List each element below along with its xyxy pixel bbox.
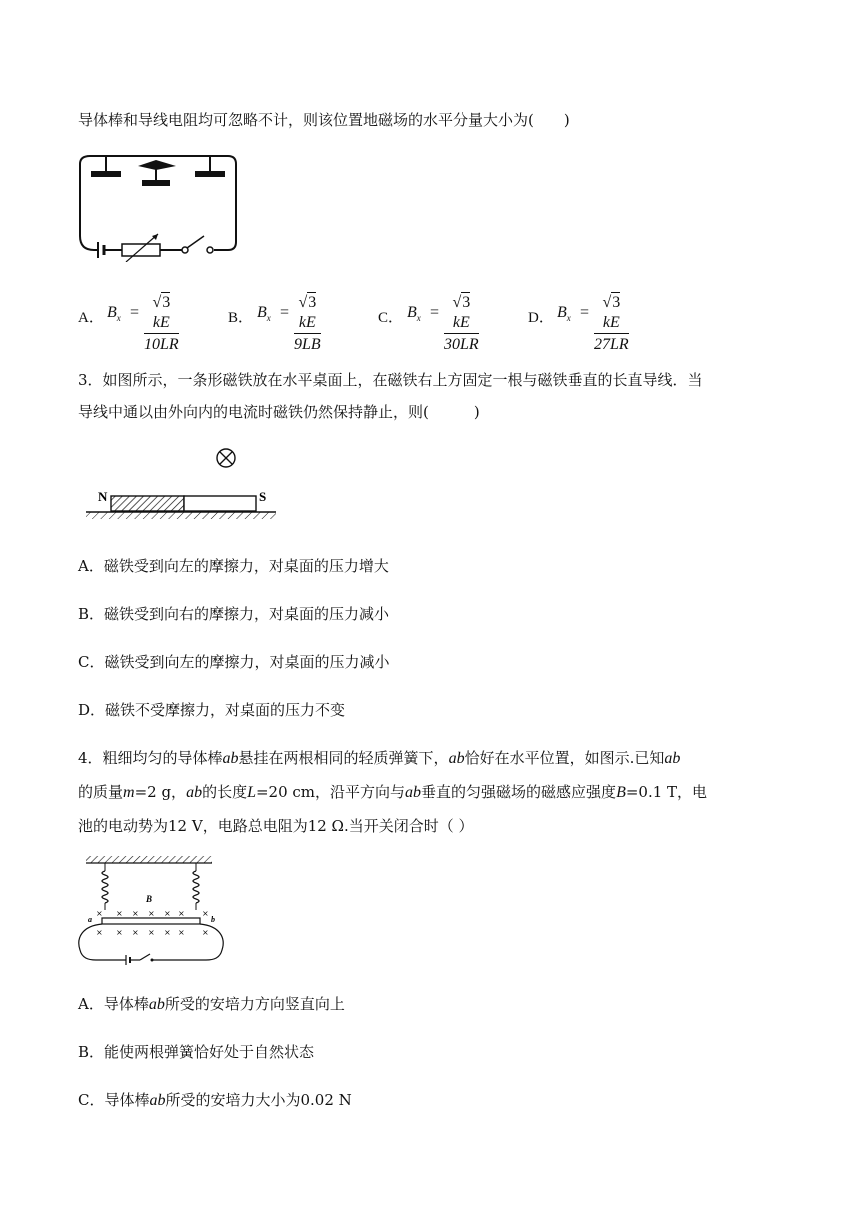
svg-text:×: × <box>164 909 171 918</box>
question-4-option-c[interactable]: C．导体棒ab所受的安培力大小为0.02 N <box>78 1091 352 1109</box>
svg-text:×: × <box>96 909 103 918</box>
fraction: $\frac{√3kE}{10LR}$ <box>144 294 179 353</box>
svg-text:×: × <box>96 928 103 937</box>
svg-text:×: × <box>148 909 155 918</box>
svg-text:×: × <box>116 909 123 918</box>
question-4-line-3: 池的电动势为12 V，电路总电阻为12 Ω.当开关闭合时（ ） <box>78 817 474 835</box>
fraction: $\frac{√3kE}{30LR}$ <box>444 294 479 353</box>
circuit-figure <box>76 150 242 262</box>
equals-sign: = <box>580 304 590 321</box>
question-3-option-c[interactable]: C．磁铁受到向左的摩擦力，对桌面的压力减小 <box>78 653 390 671</box>
svg-text:×: × <box>148 928 155 937</box>
svg-text:×: × <box>202 928 209 937</box>
b-symbol: $B_x$ <box>407 304 421 324</box>
b-symbol: $B_x$ <box>557 304 571 324</box>
equals-sign: = <box>430 304 440 321</box>
equals-sign: = <box>280 304 290 321</box>
question-4-line-1: 4．粗细均匀的导体棒ab悬挂在两根相同的轻质弹簧下，ab恰好在水平位置，如图示.已知ab <box>78 749 681 767</box>
question-4-option-a[interactable]: A．导体棒ab所受的安培力方向竖直向上 <box>78 995 345 1013</box>
svg-text:×: × <box>132 909 139 918</box>
b-end-label: b <box>211 915 215 924</box>
svg-text:×: × <box>164 928 171 937</box>
option-label: C． <box>378 310 404 326</box>
b-symbol: $B_x$ <box>257 304 271 324</box>
svg-text:×: × <box>132 928 139 937</box>
option-label: D． <box>528 310 554 326</box>
question-3-option-d[interactable]: D．磁铁不受摩擦力，对桌面的压力不变 <box>78 701 346 719</box>
b-symbol: $B_x$ <box>107 304 121 324</box>
question-3-line-1: 3．如图所示，一条形磁铁放在水平桌面上，在磁铁右上方固定一根与磁铁垂直的长直导线．当 <box>78 371 703 389</box>
north-label: N <box>98 489 108 504</box>
question-2-tail: 导体棒和导线电阻均可忽略不计，则该位置地磁场的水平分量大小为( ) <box>78 111 570 129</box>
question-3-option-a[interactable]: A．磁铁受到向左的摩擦力，对桌面的压力增大 <box>78 557 389 575</box>
question-4-option-b[interactable]: B．能使两根弹簧恰好处于自然状态 <box>78 1043 315 1061</box>
svg-text:×: × <box>178 928 185 937</box>
equals-sign: = <box>130 304 140 321</box>
question-4-line-2: 的质量m=2 g，ab的长度L=20 cm，沿平方向与ab垂直的匀强磁场的磁感应强度B=0.1 T，电 <box>78 783 708 801</box>
fraction: $\frac{√3kE}{27LR}$ <box>594 294 629 353</box>
a-end-label: a <box>88 915 92 924</box>
question-3-line-2: 导线中通以由外向内的电流时磁铁仍然保持静止，则( ) <box>78 403 480 421</box>
svg-text:×: × <box>202 909 209 918</box>
fraction: $\frac{√3kE}{9LB}$ <box>294 294 321 353</box>
svg-text:×: × <box>178 909 185 918</box>
svg-text:×: × <box>116 928 123 937</box>
option-label: B． <box>228 310 254 326</box>
option-label: A． <box>78 310 104 326</box>
question-2-options <box>78 292 698 353</box>
b-field-label: B <box>146 894 153 904</box>
spring-rod-figure <box>78 854 228 966</box>
question-3-option-b[interactable]: B．磁铁受到向右的摩擦力，对桌面的压力减小 <box>78 605 390 623</box>
wire-current-icon <box>217 449 235 467</box>
south-label: S <box>259 489 267 504</box>
magnet-figure <box>82 444 282 524</box>
